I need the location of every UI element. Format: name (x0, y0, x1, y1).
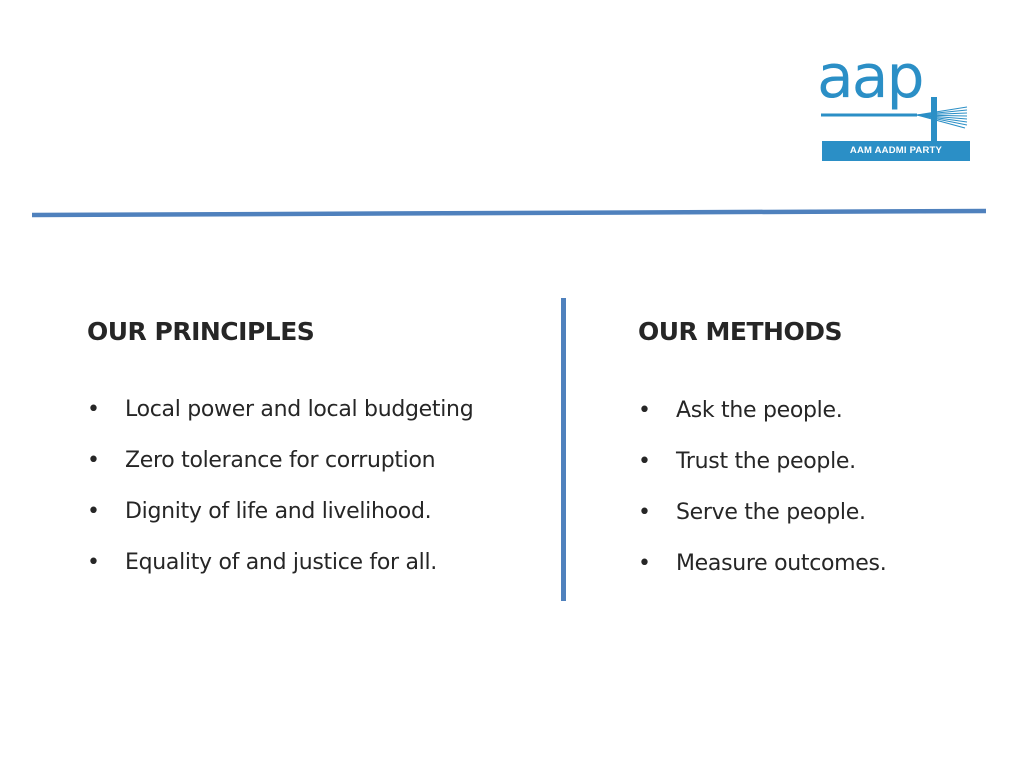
list-item (638, 436, 998, 487)
logo-banner: AAM AADMI PARTY (822, 141, 970, 161)
list-item-text: Ask the people. (676, 398, 843, 423)
bullet-icon: • (87, 397, 100, 422)
methods-list (638, 385, 998, 589)
list-item-text: Serve the people. (676, 500, 866, 525)
principles-column (87, 312, 547, 588)
list-item (87, 435, 547, 486)
list-item-text: Dignity of life and livelihood. (125, 499, 432, 524)
column-divider (561, 298, 566, 601)
bullet-icon: • (87, 499, 100, 524)
list-item (638, 538, 998, 589)
methods-column (638, 312, 998, 589)
bullet-icon: • (87, 550, 100, 575)
list-item-text: Measure outcomes. (676, 551, 887, 576)
principles-heading: OUR PRINCIPLES (87, 317, 315, 346)
bullet-icon: • (638, 500, 651, 525)
top-divider (0, 0, 1024, 230)
bullet-icon: • (638, 398, 651, 423)
list-item (87, 537, 547, 588)
logo-wordmark: aap (817, 42, 923, 112)
list-item (638, 385, 998, 436)
bullet-icon: • (638, 551, 651, 576)
bullet-icon: • (638, 449, 651, 474)
list-item (638, 487, 998, 538)
bullet-icon: • (87, 448, 100, 473)
list-item-text: Equality of and justice for all. (125, 550, 437, 575)
methods-heading: OUR METHODS (638, 317, 842, 346)
list-item (87, 486, 547, 537)
list-item-text: Trust the people. (676, 449, 856, 474)
list-item (87, 384, 547, 435)
principles-list (87, 384, 547, 588)
list-item-text: Local power and local budgeting (125, 397, 474, 422)
list-item-text: Zero tolerance for corruption (125, 448, 436, 473)
